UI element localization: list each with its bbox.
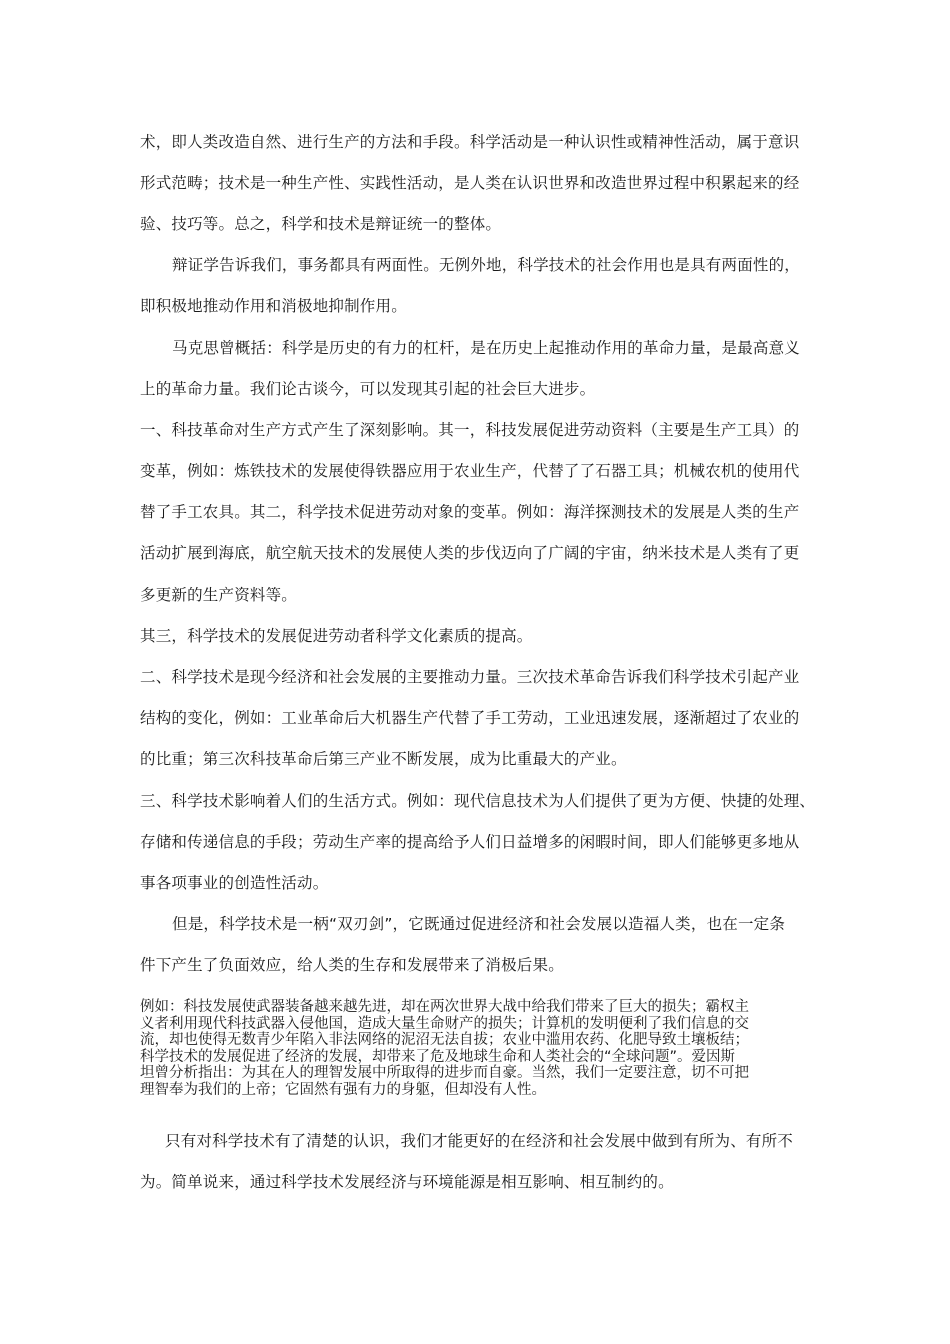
paragraph-6-line-3: 的比重；第三次科技革命后第三产业不断发展，成为比重最大的产业。	[140, 750, 627, 768]
paragraph-9-line-6: 理智奉为我们的上帝；它固然有强有力的身躯，但却没有人性。	[140, 1081, 546, 1098]
paragraph-9-line-1: 例如：科技发展使武器装备越来越先进，却在两次世界大战中给我们带来了巨大的损失；霸权主	[140, 999, 749, 1015]
paragraph-1-line-1: 术，即人类改造自然、进行生产的方法和手段。科学活动是一种认识性或精神性活动，属于意识	[140, 133, 800, 151]
paragraph-3-line-1: 马克思曾概括：科学是历史的有力的杠杆，是在历史上起推动作用的革命力量，是最高意义	[172, 339, 801, 357]
paragraph-4-line-2: 变革，例如：炼铁技术的发展使得铁器应用于农业生产，代替了了石器工具；机械农机的使用代	[140, 462, 800, 480]
paragraph-6-line-2: 结构的变化，例如：工业革命后大机器生产代替了手工劳动，工业迅速发展，逐渐超过了农业的	[140, 709, 800, 727]
paragraph-1-line-2: 形式范畴；技术是一种生产性、实践性活动，是人类在认识世界和改造世界过程中积累起来的经	[140, 174, 800, 192]
paragraph-9-line-2: 义者利用现代科技武器入侵他国，造成大量生命财产的损失；计算机的发明便利了我们信息的交	[140, 1015, 749, 1032]
paragraph-3-line-2: 上的革命力量。我们论古谈今，可以发现其引起的社会巨大进步。	[140, 380, 596, 398]
paragraph-2-line-2: 即积极地推动作用和消极地抑制作用。	[140, 297, 407, 315]
paragraph-8-line-1: 但是，科学技术是一柄“双刃剑”，它既通过促进经济和社会发展以造福人类，也在一定条	[172, 915, 786, 933]
paragraph-6-line-1: 二、科学技术是现今经济和社会发展的主要推动力量。三次技术革命告诉我们科学技术引起产业	[140, 668, 800, 686]
paragraph-1-line-3: 验、技巧等。总之，科学和技术是辩证统一的整体。	[140, 215, 502, 233]
paragraph-10-line-2: 为。简单说来，通过科学技术发展经济与环境能源是相互影响、相互制约的。	[140, 1173, 674, 1191]
paragraph-2-line-1: 辩证学告诉我们，事务都具有两面性。无例外地，科学技术的社会作用也是具有两面性的，	[172, 256, 801, 274]
paragraph-4-line-4: 活动扩展到海底，航空航天技术的发展使人类的步伐迈向了广阔的宇宙，纳米技术是人类有了更	[140, 544, 800, 562]
paragraph-9-line-5: 坦曾分析指出：为其在人的理智发展中所取得的进步而自豪。当然，我们一定要注意，切不可把	[140, 1065, 749, 1082]
paragraph-9-dense-block	[140, 999, 840, 1099]
paragraph-9-line-3: 流，却也使得无数青少年陷入非法网络的泥沼无法自拔；农业中滥用农药、化肥导致土壤板结；	[140, 1032, 749, 1049]
paragraph-4-line-5: 多更新的生产资料等。	[140, 586, 298, 604]
paragraph-7-line-1: 三、科学技术影响着人们的生活方式。例如：现代信息技术为人们提供了更为方便、快捷的处理、	[140, 792, 816, 810]
paragraph-8-line-2: 件下产生了负面效应，给人类的生存和发展带来了消极后果。	[140, 956, 564, 974]
paragraph-4-line-3: 替了手工农具。其二，科学技术促进劳动对象的变革。例如：海洋探测技术的发展是人类的生产	[140, 503, 800, 521]
paragraph-7-line-3: 事各项事业的创造性活动。	[140, 874, 329, 892]
paragraph-4-line-1: 一、科技革命对生产方式产生了深刻影响。其一，科技发展促进劳动资料（主要是生产工具）的	[140, 421, 800, 439]
paragraph-10-line-1: 只有对科学技术有了清楚的认识，我们才能更好的在经济和社会发展中做到有所为、有所不	[165, 1132, 794, 1150]
paragraph-9-line-4: 科学技术的发展促进了经济的发展，却带来了危及地球生命和人类社会的“全球问题”。爱因斯	[140, 1048, 736, 1065]
paragraph-7-line-2: 存储和传递信息的手段；劳动生产率的提高给予人们日益增多的闲暇时间，即人们能够更多地从	[140, 833, 800, 851]
paragraph-5-line-1: 其三，科学技术的发展促进劳动者科学文化素质的提高。	[140, 627, 533, 645]
